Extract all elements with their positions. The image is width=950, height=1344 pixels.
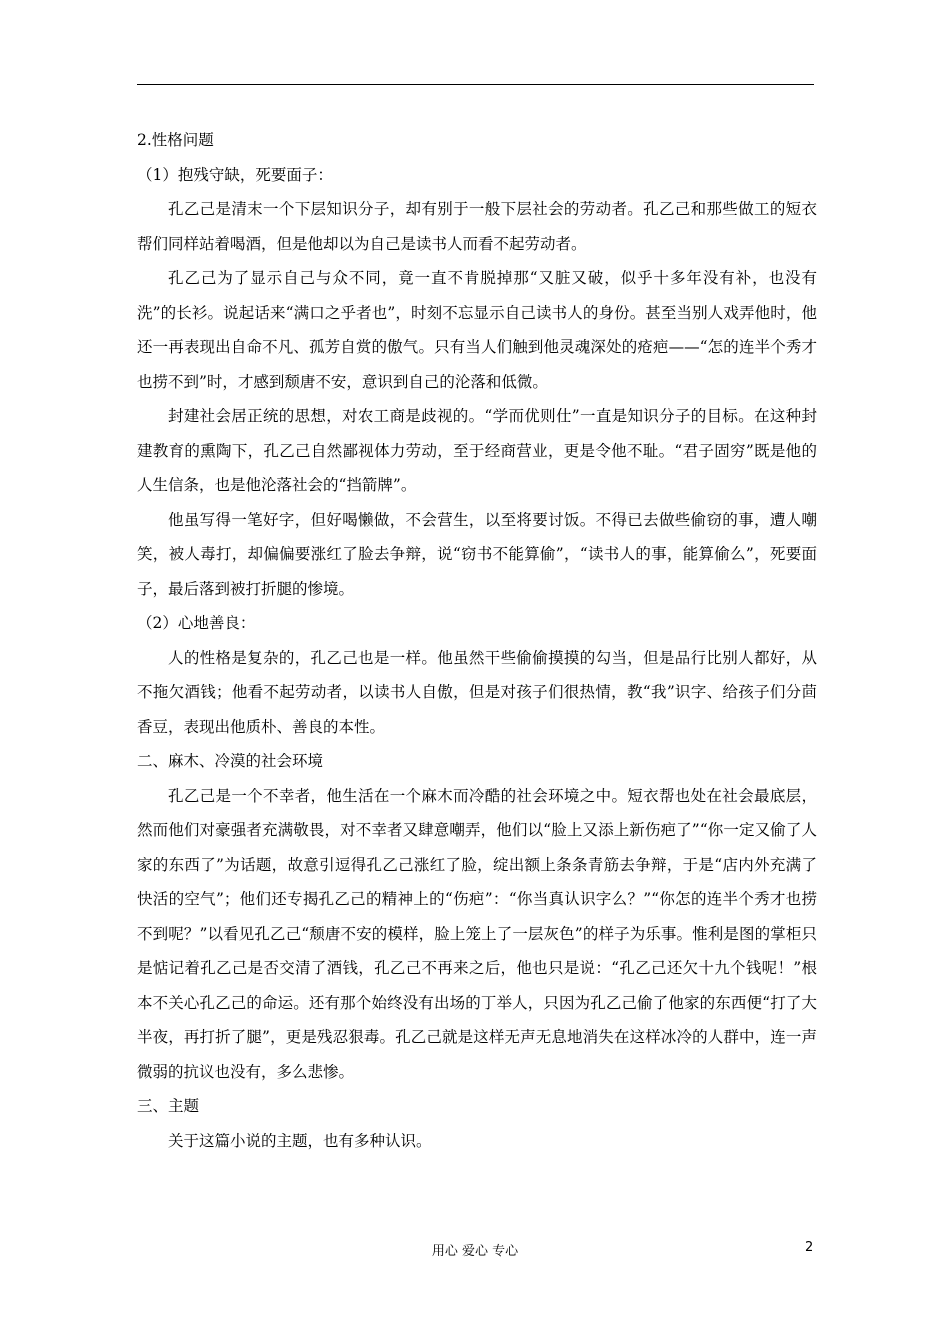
section-heading-2: 2.性格问题 bbox=[137, 131, 214, 149]
paragraph: 孔乙己是清末一个下层知识分子，却有别于一般下层社会的劳动者。孔乙己和那些做工的短衣帮们同样站着喝酒，但是他却以为自己是读书人而看不起劳动者。 bbox=[137, 200, 817, 253]
subheading-1: （1）抱残守缺，死要面子： bbox=[137, 165, 333, 184]
paragraph: 封建社会居正统的思想，对农工商是歧视的。“学而优则仕”一直是知识分子的目标。在这种封建教育的熏陶下，孔乙己自然鄙视体力劳动，至于经商营业，更是令他不耻。“君子固穷”既是他的人生信条，也是他沦落社会的“挡箭牌”。 bbox=[137, 407, 817, 494]
page-number: 2 bbox=[805, 1240, 814, 1255]
document-body bbox=[137, 123, 817, 1158]
paragraph: 关于这篇小说的主题，也有多种认识。 bbox=[168, 1131, 432, 1150]
section-heading-theme: 三、主题 bbox=[137, 1097, 200, 1115]
paragraph: 人的性格是复杂的，孔乙己也是一样。他虽然干些偷偷摸摸的勾当，但是品行比别人都好，从不拖欠酒钱；他看不起劳动者，以读书人自傲，但是对孩子们很热情，教“我”识字、给孩子们分茴香豆，表现出他质朴、善良的本性。 bbox=[137, 648, 817, 736]
header-rule bbox=[137, 84, 814, 85]
section-heading-social: 二、麻木、冷漠的社会环境 bbox=[137, 752, 324, 770]
paragraph: 孔乙己为了显示自己与众不同，竟一直不肯脱掉那“又脏又破，似乎十多年没有补，也没有洗”的长衫。说起话来“满口之乎者也”，时刻不忘显示自己读书人的身份。甚至当别人戏弄他时，他还一再表现出自命不凡、孤芳自赏的傲气。只有当人们触到他灵魂深处的疮疤——“怎的连半个秀才也捞不到”时，才感到颓唐不安，意识到自己的沦落和低微。 bbox=[137, 269, 817, 391]
paragraph: 他虽写得一笔好字，但好喝懒做，不会营生，以至将要讨饭。不得已去做些偷窃的事，遭人嘲笑，被人毒打，却偏偏要涨红了脸去争辩，说“窃书不能算偷”，“读书人的事，能算偷么”，死要面子，最后落到被打折腿的惨境。 bbox=[137, 510, 817, 598]
subheading-2: （2）心地善良： bbox=[137, 614, 256, 632]
paragraph: 孔乙己是一个不幸者，他生活在一个麻木而冷酷的社会环境之中。短衣帮也处在社会最底层，然而他们对豪强者充满敬畏，对不幸者又肆意嘲弄，他们以“脸上又添上新伤疤了”“你一定又偷了人家的东西了”为话题，故意引逗得孔乙己涨红了脸，绽出额上条条青筋去争辩，于是“店内外充满了快活的空气”；他们还专揭孔乙己的精神上的“伤疤”：“你当真认识字么？”“你怎的连半个秀才也捞不到呢？”以看见孔乙己“颓唐不安的模样，脸上笼上了一层灰色”的样子为乐事。惟利是图的掌柜只是惦记着孔乙己是否交清了酒钱，孔乙己不再来之后，他也只是说：“孔乙己还欠十九个钱呢！”根本不关心孔乙己的命运。还有那个始终没有出场的丁举人，只因为孔乙己偷了他家的东西便“打了大半夜，再打折了腿”，更是残忍狠毒。孔乙己就是这样无声无息地消失在这样冰冷的人群中，连一声微弱的抗议也没有，多么悲惨。 bbox=[137, 786, 817, 1081]
footer-motto: 用心 爱心 专心 bbox=[431, 1244, 519, 1259]
